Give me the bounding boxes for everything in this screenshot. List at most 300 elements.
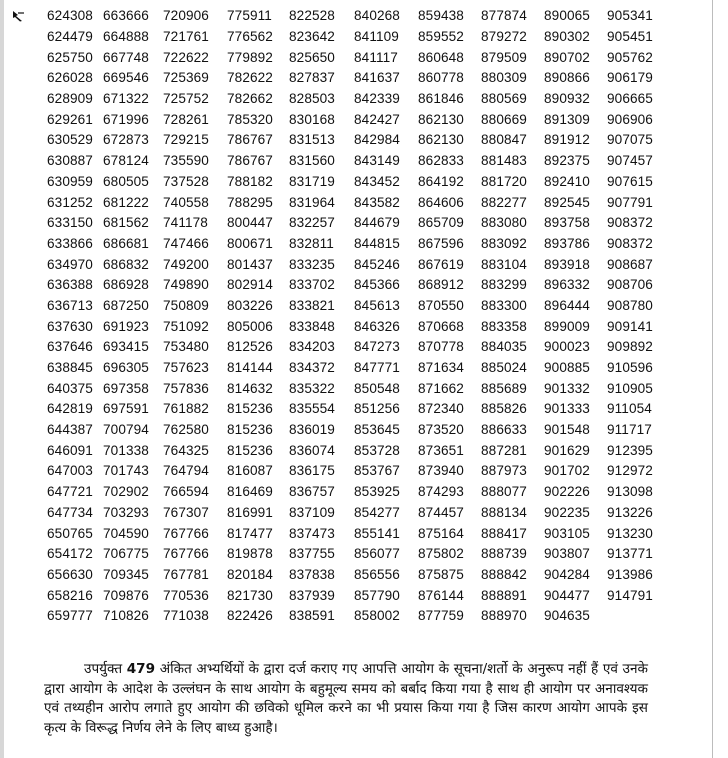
roll-number-cell: 650765	[47, 525, 93, 541]
roll-number-cell: 696305	[103, 360, 149, 376]
roll-number-cell: 900885	[544, 360, 590, 376]
roll-number-cell: 890302	[544, 29, 590, 45]
roll-number-cell: 833821	[289, 297, 335, 313]
roll-number-cell: 833848	[289, 318, 335, 334]
roll-number-cell: 633150	[47, 215, 93, 231]
roll-number-cell: 836757	[289, 484, 335, 500]
roll-number-cell: 881720	[481, 173, 527, 189]
roll-number-cell: 879272	[481, 29, 527, 45]
roll-number-cell: 686681	[103, 235, 149, 251]
roll-number-cell: 914791	[607, 587, 653, 603]
table-row	[47, 27, 667, 48]
roll-number-cell: 628909	[47, 91, 93, 107]
roll-number-cell: 686928	[103, 277, 149, 293]
roll-number-cell: 883300	[481, 297, 527, 313]
roll-number-cell: 862130	[418, 111, 464, 127]
roll-number-cell: 870668	[418, 318, 464, 334]
roll-number-cell: 862833	[418, 153, 464, 169]
roll-number-cell: 840268	[354, 8, 400, 24]
roll-number-cell: 853767	[354, 463, 400, 479]
roll-number-cell: 701743	[103, 463, 149, 479]
roll-number-cell: 854277	[354, 504, 400, 520]
candidate-count: 479	[126, 661, 156, 677]
roll-number-cell: 776562	[227, 29, 273, 45]
roll-number-cell: 633866	[47, 235, 93, 251]
roll-number-cell: 880309	[481, 70, 527, 86]
roll-number-cell: 740558	[163, 194, 209, 210]
roll-number-cell: 725369	[163, 70, 209, 86]
roll-number-cell: 876144	[418, 587, 464, 603]
table-row	[47, 565, 667, 586]
roll-number-cell: 630529	[47, 132, 93, 148]
roll-number-cell: 888134	[481, 504, 527, 520]
roll-number-cell: 853925	[354, 484, 400, 500]
mouse-pointer-icon	[12, 10, 26, 22]
table-row	[47, 523, 667, 544]
roll-number-cell: 870778	[418, 339, 464, 355]
roll-number-cell: 877874	[481, 8, 527, 24]
roll-number-cell: 904284	[544, 566, 590, 582]
roll-number-cell: 681222	[103, 194, 149, 210]
roll-number-cell: 872340	[418, 401, 464, 417]
roll-number-cell: 871634	[418, 360, 464, 376]
roll-number-cell: 647003	[47, 463, 93, 479]
table-row	[47, 399, 667, 420]
roll-number-cell: 771038	[163, 608, 209, 624]
roll-number-cell: 822426	[227, 608, 273, 624]
roll-number-cell: 701338	[103, 442, 149, 458]
roll-number-cell: 757836	[163, 380, 209, 396]
roll-number-cell: 890866	[544, 70, 590, 86]
roll-number-cell: 880569	[481, 91, 527, 107]
roll-number-cell: 891309	[544, 111, 590, 127]
roll-number-cell: 892545	[544, 194, 590, 210]
roll-number-cell: 910596	[607, 360, 653, 376]
table-row	[47, 172, 667, 193]
roll-number-cell: 874457	[418, 504, 464, 520]
roll-number-cell: 907457	[607, 153, 653, 169]
roll-number-cell: 636713	[47, 297, 93, 313]
roll-number-cell: 906906	[607, 111, 653, 127]
roll-number-cell: 843452	[354, 173, 400, 189]
roll-number-cell: 832257	[289, 215, 335, 231]
roll-number-cell: 658216	[47, 587, 93, 603]
roll-number-cell: 831964	[289, 194, 335, 210]
roll-number-cell: 841109	[354, 29, 399, 45]
roll-number-cell: 905341	[607, 8, 653, 24]
roll-number-cell: 911717	[607, 422, 652, 438]
roll-number-cell: 816991	[227, 504, 273, 520]
paragraph-text-start: उपर्युक्त	[84, 661, 127, 677]
roll-number-cell: 747466	[163, 235, 209, 251]
roll-number-cell: 913098	[607, 484, 653, 500]
roll-number-cell: 831560	[289, 153, 335, 169]
roll-number-cell: 822528	[289, 8, 335, 24]
roll-number-cell: 910905	[607, 380, 653, 396]
roll-number-cell: 828503	[289, 91, 335, 107]
table-row	[47, 151, 667, 172]
roll-number-cell: 909892	[607, 339, 653, 355]
roll-number-cell: 749200	[163, 256, 209, 272]
roll-number-cell: 911054	[607, 401, 652, 417]
roll-number-cell: 850548	[354, 380, 400, 396]
roll-number-cell: 647734	[47, 504, 93, 520]
roll-number-cell: 837939	[289, 587, 335, 603]
roll-number-cell: 845366	[354, 277, 400, 293]
roll-number-cell: 888417	[481, 525, 527, 541]
roll-number-cell: 823642	[289, 29, 335, 45]
roll-number-cell: 888739	[481, 546, 527, 562]
table-row	[47, 482, 667, 503]
table-row	[47, 109, 667, 130]
roll-number-cell: 703293	[103, 504, 149, 520]
roll-number-cell: 767766	[163, 546, 209, 562]
roll-number-cell: 835322	[289, 380, 335, 396]
roll-number-cell: 858002	[354, 608, 400, 624]
roll-number-cell: 735590	[163, 153, 209, 169]
roll-number-cell: 642819	[47, 401, 93, 417]
right-frame-edge	[712, 0, 713, 758]
roll-number-cell: 843149	[354, 153, 400, 169]
roll-number-cell: 901332	[544, 380, 590, 396]
roll-number-cell: 838591	[289, 608, 335, 624]
roll-number-cell: 741178	[163, 215, 208, 231]
roll-number-cell: 903807	[544, 546, 590, 562]
roll-number-cell: 885826	[481, 401, 527, 417]
roll-number-cell: 864606	[418, 194, 464, 210]
roll-number-cell: 883358	[481, 318, 527, 334]
roll-number-cell: 902226	[544, 484, 590, 500]
roll-number-cell: 860778	[418, 70, 464, 86]
roll-number-cell: 888891	[481, 587, 527, 603]
roll-number-cell: 853728	[354, 442, 400, 458]
roll-number-cell: 626028	[47, 70, 93, 86]
roll-number-cell: 816087	[227, 463, 273, 479]
roll-number-cell: 841637	[354, 70, 400, 86]
roll-number-cell: 877759	[418, 608, 464, 624]
roll-number-cell: 867596	[418, 235, 464, 251]
roll-number-cell: 908780	[607, 297, 653, 313]
roll-number-cell: 779892	[227, 49, 273, 65]
roll-number-cell: 883104	[481, 256, 527, 272]
roll-number-cell: 871662	[418, 380, 464, 396]
roll-number-cell: 693415	[103, 339, 149, 355]
roll-number-cell: 892375	[544, 153, 590, 169]
roll-number-cell: 873651	[418, 442, 464, 458]
roll-number-cell: 856077	[354, 546, 400, 562]
table-row	[47, 420, 667, 441]
roll-number-cell: 721761	[163, 29, 209, 45]
roll-number-cell: 874293	[418, 484, 464, 500]
roll-number-cell: 834372	[289, 360, 335, 376]
roll-number-cell: 913230	[607, 525, 653, 541]
roll-number-cell: 709345	[103, 566, 149, 582]
roll-number-cell: 881483	[481, 153, 527, 169]
roll-number-cell: 729215	[163, 132, 209, 148]
roll-number-cell: 901333	[544, 401, 590, 417]
table-row	[47, 192, 667, 213]
roll-number-cell: 906179	[607, 70, 653, 86]
roll-number-cell: 800671	[227, 235, 273, 251]
roll-number-cell: 767781	[163, 566, 209, 582]
roll-number-cell: 827837	[289, 70, 335, 86]
roll-number-cell: 722622	[163, 49, 209, 65]
roll-number-cell: 770536	[163, 587, 209, 603]
roll-number-cell: 803226	[227, 297, 273, 313]
roll-number-cell: 901548	[544, 422, 590, 438]
table-row	[47, 234, 667, 255]
roll-number-cell: 786767	[227, 153, 273, 169]
table-row	[47, 585, 667, 606]
roll-number-cell: 906665	[607, 91, 653, 107]
roll-number-cell: 646091	[47, 442, 93, 458]
roll-number-cell: 788182	[227, 173, 273, 189]
roll-number-cell: 637630	[47, 318, 93, 334]
roll-number-cell: 775911	[227, 8, 272, 24]
roll-number-cell: 762580	[163, 422, 209, 438]
roll-number-cell: 867619	[418, 256, 464, 272]
roll-number-cell: 814632	[227, 380, 273, 396]
roll-number-cell: 880847	[481, 132, 527, 148]
roll-number-cell: 761882	[163, 401, 209, 417]
roll-number-cell: 908372	[607, 215, 653, 231]
roll-number-cell: 637646	[47, 339, 93, 355]
roll-number-cell: 868912	[418, 277, 464, 293]
table-row	[47, 68, 667, 89]
paragraph-text-rest: अंकित अभ्यर्थियों के द्वारा दर्ज कराए गए आपत्ति आयोग के सूचना/शर्तो के अनुरूप नहीं हैं एवं उनके द्वारा आयोग के आदेश के उल्लंघन के साथ आयोग के बहुमूल्य समय को बर्बाद किया गया है साथ ही आयोग पर अनावश्यक एवं तथ्यहीन आरोप लगाते हुए आयोग की छविको धूमिल करने का भी प्रयास किया गया है जिस कारण आयोग आपके इस कृत्य के विरूद्ध निर्णय लेने के लिए बाध्य हुआहै।	[44, 661, 648, 736]
roll-number-cell: 702902	[103, 484, 149, 500]
roll-number-cell: 630959	[47, 173, 93, 189]
roll-number-cell: 664888	[103, 29, 149, 45]
roll-number-cell: 844815	[354, 235, 400, 251]
roll-number-cell: 832811	[289, 235, 334, 251]
roll-number-cell: 678124	[103, 153, 149, 169]
roll-number-cell: 751092	[163, 318, 209, 334]
roll-number-cell: 888842	[481, 566, 527, 582]
roll-number-cell: 638845	[47, 360, 93, 376]
roll-number-cell: 663666	[103, 8, 149, 24]
roll-number-cell: 766594	[163, 484, 209, 500]
roll-number-cell: 913226	[607, 504, 653, 520]
roll-number-cell: 905762	[607, 49, 653, 65]
roll-number-cell: 875164	[418, 525, 464, 541]
roll-number-cell: 640375	[47, 380, 93, 396]
roll-number-cell: 855141	[354, 525, 400, 541]
roll-number-cell: 890702	[544, 49, 590, 65]
roll-number-cell: 667748	[103, 49, 149, 65]
roll-number-cell: 624308	[47, 8, 93, 24]
roll-number-cell: 647721	[47, 484, 93, 500]
roll-number-cell: 801437	[227, 256, 273, 272]
table-row	[47, 213, 667, 234]
roll-number-cell: 841117	[354, 49, 398, 65]
roll-number-cell: 899009	[544, 318, 590, 334]
roll-number-cell: 900023	[544, 339, 590, 355]
roll-number-cell: 817477	[227, 525, 273, 541]
roll-number-cell: 805006	[227, 318, 273, 334]
table-row	[47, 296, 667, 317]
roll-number-cell: 815236	[227, 442, 273, 458]
roll-number-cell: 856556	[354, 566, 400, 582]
table-row	[47, 130, 667, 151]
roll-number-cell: 845613	[354, 297, 400, 313]
table-row	[47, 6, 667, 27]
table-row	[47, 254, 667, 275]
roll-number-cell: 853645	[354, 422, 400, 438]
roll-number-cell: 844679	[354, 215, 400, 231]
roll-number-cell: 820184	[227, 566, 273, 582]
roll-number-cell: 882277	[481, 194, 527, 210]
left-frame-edge	[0, 0, 4, 758]
roll-number-cell: 875802	[418, 546, 464, 562]
roll-number-cell: 859438	[418, 8, 464, 24]
table-row	[47, 544, 667, 565]
roll-number-cell: 691923	[103, 318, 149, 334]
roll-number-cell: 896444	[544, 297, 590, 313]
roll-number-cell: 890932	[544, 91, 590, 107]
roll-number-cell: 709876	[103, 587, 149, 603]
roll-number-cell: 710826	[103, 608, 149, 624]
roll-number-cell: 913771	[607, 546, 653, 562]
roll-number-cell: 837755	[289, 546, 335, 562]
roll-number-cell: 865709	[418, 215, 464, 231]
roll-number-cell: 847771	[354, 360, 400, 376]
roll-number-cell: 879509	[481, 49, 527, 65]
roll-number-cell: 812526	[227, 339, 273, 355]
roll-number-cell: 904635	[544, 608, 590, 624]
roll-number-cell: 861846	[418, 91, 464, 107]
table-row	[47, 89, 667, 110]
roll-number-cell: 782622	[227, 70, 273, 86]
roll-number-cell: 888077	[481, 484, 527, 500]
roll-number-cell: 887973	[481, 463, 527, 479]
roll-number-cell: 837473	[289, 525, 335, 541]
roll-number-cell: 893918	[544, 256, 590, 272]
roll-number-cell: 672873	[103, 132, 149, 148]
roll-number-cell: 836019	[289, 422, 335, 438]
roll-number-cell: 846326	[354, 318, 400, 334]
roll-number-cell: 885024	[481, 360, 527, 376]
table-row	[47, 461, 667, 482]
roll-number-cell: 725752	[163, 91, 209, 107]
roll-number-cell: 704590	[103, 525, 149, 541]
roll-number-cell: 908687	[607, 256, 653, 272]
roll-number-cell: 892410	[544, 173, 590, 189]
roll-number-cell: 624479	[47, 29, 93, 45]
roll-number-cell: 687250	[103, 297, 149, 313]
roll-number-cell: 880669	[481, 111, 527, 127]
table-row	[47, 503, 667, 524]
candidate-number-table	[47, 6, 667, 627]
table-row	[47, 337, 667, 358]
roll-number-cell: 671322	[103, 91, 149, 107]
roll-number-cell: 671996	[103, 111, 149, 127]
roll-number-cell: 893786	[544, 235, 590, 251]
roll-number-cell: 845246	[354, 256, 400, 272]
roll-number-cell: 815236	[227, 422, 273, 438]
roll-number-cell: 834203	[289, 339, 335, 355]
roll-number-cell: 891912	[544, 132, 590, 148]
roll-number-cell: 686832	[103, 256, 149, 272]
roll-number-cell: 873940	[418, 463, 464, 479]
roll-number-cell: 870550	[418, 297, 464, 313]
roll-number-cell: 857790	[354, 587, 400, 603]
roll-number-cell: 885689	[481, 380, 527, 396]
roll-number-cell: 842984	[354, 132, 400, 148]
roll-number-cell: 782662	[227, 91, 273, 107]
roll-number-cell: 836074	[289, 442, 335, 458]
roll-number-cell: 656630	[47, 566, 93, 582]
roll-number-cell: 912395	[607, 442, 653, 458]
roll-number-cell: 831513	[289, 132, 335, 148]
roll-number-cell: 634970	[47, 256, 93, 272]
roll-number-cell: 833235	[289, 256, 335, 272]
roll-number-cell: 893758	[544, 215, 590, 231]
roll-number-cell: 884035	[481, 339, 527, 355]
roll-number-cell: 636388	[47, 277, 93, 293]
roll-number-cell: 700794	[103, 422, 149, 438]
roll-number-cell: 851256	[354, 401, 400, 417]
roll-number-cell: 764794	[163, 463, 209, 479]
roll-number-cell: 875875	[418, 566, 464, 582]
table-row	[47, 358, 667, 379]
roll-number-cell: 680505	[103, 173, 149, 189]
roll-number-cell: 883299	[481, 277, 527, 293]
roll-number-cell: 786767	[227, 132, 273, 148]
roll-number-cell: 847273	[354, 339, 400, 355]
roll-number-cell: 788295	[227, 194, 273, 210]
roll-number-cell: 901702	[544, 463, 590, 479]
roll-number-cell: 753480	[163, 339, 209, 355]
roll-number-cell: 909141	[607, 318, 653, 334]
roll-number-cell: 815236	[227, 401, 273, 417]
table-row	[47, 440, 667, 461]
roll-number-cell: 907615	[607, 173, 653, 189]
roll-number-cell: 631252	[47, 194, 93, 210]
roll-number-cell: 862130	[418, 132, 464, 148]
roll-number-cell: 883092	[481, 235, 527, 251]
roll-number-cell: 864192	[418, 173, 464, 189]
roll-number-cell: 785320	[227, 111, 273, 127]
roll-number-cell: 902235	[544, 504, 590, 520]
roll-number-cell: 842427	[354, 111, 400, 127]
roll-number-cell: 905451	[607, 29, 653, 45]
roll-number-cell: 837109	[289, 504, 335, 520]
roll-number-cell: 843582	[354, 194, 400, 210]
roll-number-cell: 883080	[481, 215, 527, 231]
roll-number-cell: 836175	[289, 463, 335, 479]
table-row	[47, 606, 667, 627]
roll-number-cell: 912972	[607, 463, 653, 479]
roll-number-cell: 720906	[163, 8, 209, 24]
notice-paragraph	[44, 660, 648, 738]
roll-number-cell: 737528	[163, 173, 209, 189]
roll-number-cell: 625750	[47, 49, 93, 65]
roll-number-cell: 833702	[289, 277, 335, 293]
roll-number-cell: 907791	[607, 194, 653, 210]
roll-number-cell: 904477	[544, 587, 590, 603]
roll-number-cell: 887281	[481, 442, 527, 458]
roll-number-cell: 706775	[103, 546, 149, 562]
roll-number-cell: 728261	[163, 111, 209, 127]
roll-number-cell: 901629	[544, 442, 590, 458]
roll-number-cell: 913986	[607, 566, 653, 582]
roll-number-cell: 860648	[418, 49, 464, 65]
roll-number-cell: 800447	[227, 215, 273, 231]
roll-number-cell: 890065	[544, 8, 590, 24]
roll-number-cell: 630887	[47, 153, 93, 169]
roll-number-cell: 873520	[418, 422, 464, 438]
